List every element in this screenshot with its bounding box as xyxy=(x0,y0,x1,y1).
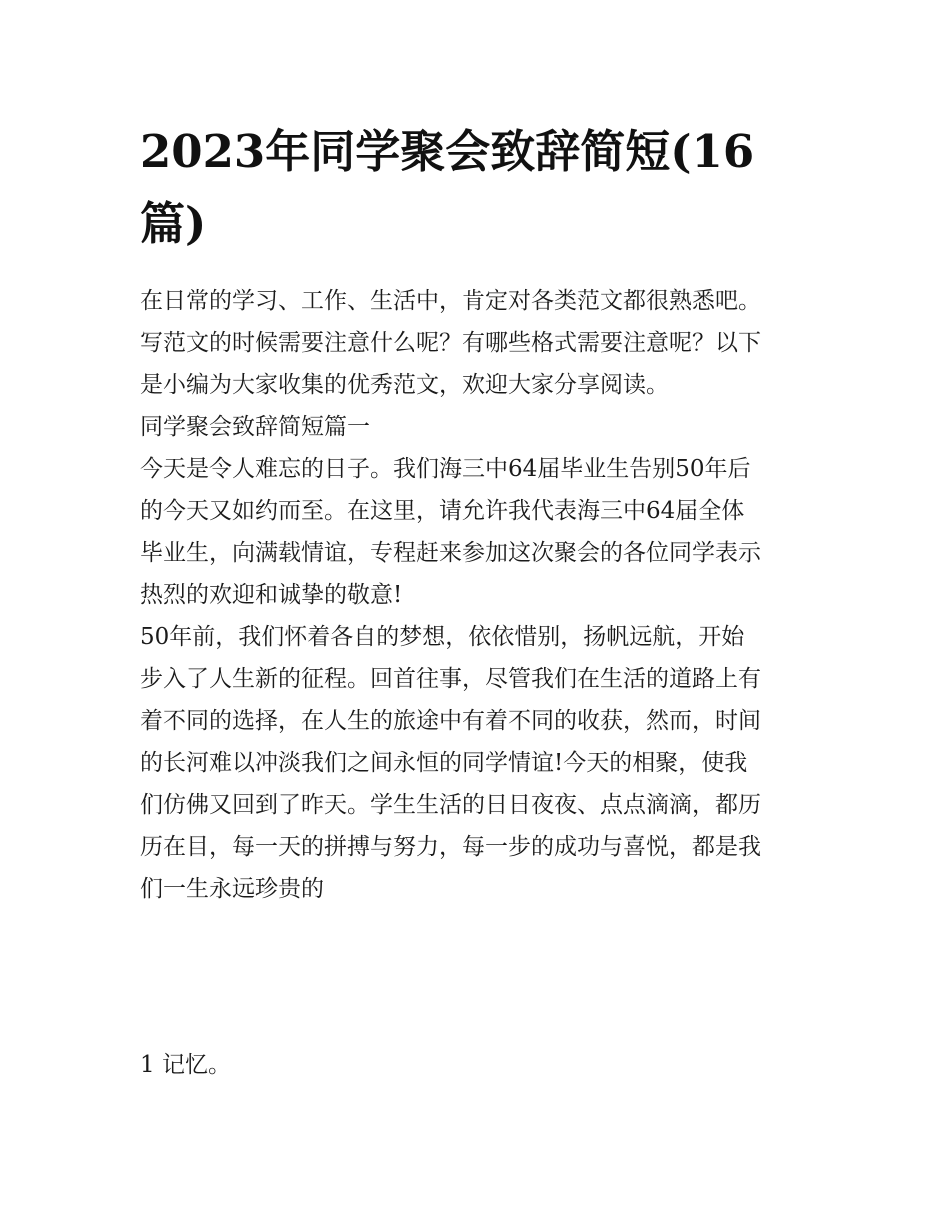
document-body xyxy=(140,280,830,910)
paragraph-line: 50年前，我们怀着各自的梦想，依依惜别，扬帆远航，开始 xyxy=(140,624,745,650)
page-footer-text: 1 记忆。 xyxy=(140,1052,231,1078)
paragraph-line: 步入了人生新的征程。回首往事，尽管我们在生活的道路上有 xyxy=(140,666,761,692)
paragraph-line: 们仿佛又回到了昨天。学生生活的日日夜夜、点点滴滴，都历 xyxy=(140,792,761,818)
paragraph-line: 历在目，每一天的拼搏与努力，每一步的成功与喜悦，都是我 xyxy=(140,834,761,860)
paragraph-line: 今天是令人难忘的日子。我们海三中64届毕业生告别50年后 xyxy=(140,456,751,482)
paragraph-line: 毕业生，向满载情谊，专程赶来参加这次聚会的各位同学表示 xyxy=(140,540,761,566)
intro-line: 是小编为大家收集的优秀范文，欢迎大家分享阅读。 xyxy=(140,372,669,398)
paragraph-line: 们一生永远珍贵的 xyxy=(140,876,324,902)
intro-line: 在日常的学习、工作、生活中，肯定对各类范文都很熟悉吧。 xyxy=(140,288,761,314)
title-line: 篇) xyxy=(140,197,207,250)
intro-line: 写范文的时候需要注意什么呢？有哪些格式需要注意呢？以下 xyxy=(140,330,761,356)
title-line: 2023年同学聚会致辞简短(16 xyxy=(140,125,755,178)
section-heading: 同学聚会致辞简短篇一 xyxy=(140,414,370,440)
paragraph-line: 热烈的欢迎和诚挚的敬意! xyxy=(140,582,403,608)
paragraph-line: 的今天又如约而至。在这里，请允许我代表海三中64届全体 xyxy=(140,498,745,524)
paragraph-line: 着不同的选择，在人生的旅途中有着不同的收获，然而，时间 xyxy=(140,708,761,734)
paragraph-line: 的长河难以冲淡我们之间永恒的同学情谊!今天的相聚，使我 xyxy=(140,750,748,776)
document-title xyxy=(140,116,820,260)
